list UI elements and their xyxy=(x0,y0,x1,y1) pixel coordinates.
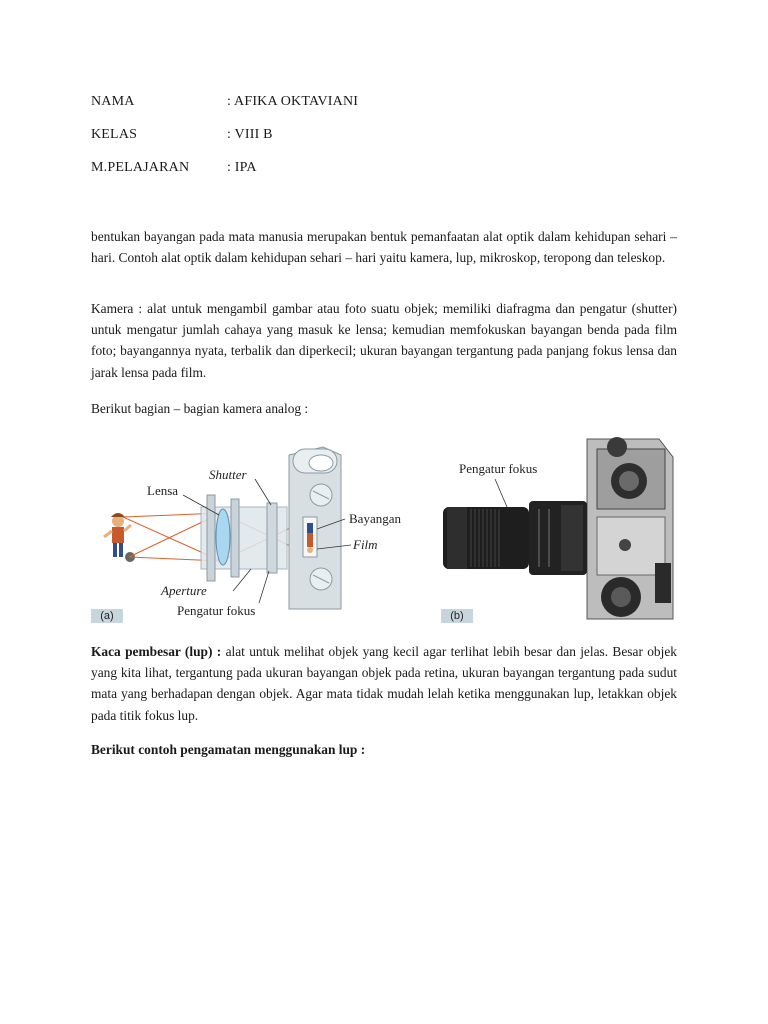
paragraph-lup-contoh: Berikut contoh pengamatan menggunakan lup : xyxy=(91,742,366,757)
lup-text: alat untuk melihat objek yang kecil agar terlihat lebih besar dan jelas. Besar objek yang kita lihat, tergantung pada ukuran bayangan objek pada retina, ukuran bayangan tergantung pada sudut mata yang berhadapan dengan objek. Agar mata tidak mudah lelah ketika menggunakan lup, letakkan objek pada titik fokus lup. xyxy=(91,644,677,723)
info-label: NAMA xyxy=(91,94,135,109)
info-value: : IPA xyxy=(227,160,257,175)
camera-figure xyxy=(91,433,677,625)
info-label: KELAS xyxy=(91,127,138,142)
label-aperture: Aperture xyxy=(161,583,207,598)
label-shutter: Shutter xyxy=(209,467,247,482)
label-pengatur-fokus-b: Pengatur fokus xyxy=(459,461,538,476)
camera-diagram-a xyxy=(91,433,427,625)
info-value: : VIII B xyxy=(227,127,273,142)
label-lensa: Lensa xyxy=(147,483,179,498)
figure-tag-b: (b) xyxy=(441,609,473,623)
label-film: Film xyxy=(353,537,378,552)
lup-heading: Kaca pembesar (lup) : xyxy=(91,644,222,659)
info-row-kelas xyxy=(91,127,273,143)
paragraph-kamera: Kamera : alat untuk mengambil gambar atau foto suatu objek; memiliki diafragma dan pengatur (shutter) untuk mengatur jumlah cahaya yang masuk ke lensa; kemudian memfokuskan bayangan benda pada film foto; bayangannya nyata, terbalik dan diperkecil; ukuran bayangan tergantung pada panjang fokus lensa dan jarak lensa pada film. xyxy=(91,301,677,380)
info-value: : AFIKA OKTAVIANI xyxy=(227,94,359,109)
figure-tag-a: (a) xyxy=(91,609,123,623)
info-row-pelajaran xyxy=(91,160,257,176)
paragraph-bagian-kamera: Berikut bagian – bagian kamera analog : xyxy=(91,401,309,416)
camera-body-illustration xyxy=(289,447,341,609)
paragraph-intro: bentukan bayangan pada mata manusia merupakan bentuk pemanfaatan alat optik dalam kehidupan sehari – hari. Contoh alat optik dalam kehidupan sehari – hari yaitu kamera, lup, mikroskop, teropong dan teleskop. xyxy=(91,229,677,266)
label-pengatur-fokus-a: Pengatur fokus xyxy=(177,603,256,618)
paragraph-lup xyxy=(91,641,677,726)
info-label: M.PELAJARAN xyxy=(91,160,190,175)
info-row-nama xyxy=(91,94,358,110)
label-bayangan: Bayangan xyxy=(349,511,401,526)
camera-photo-b xyxy=(437,433,677,625)
